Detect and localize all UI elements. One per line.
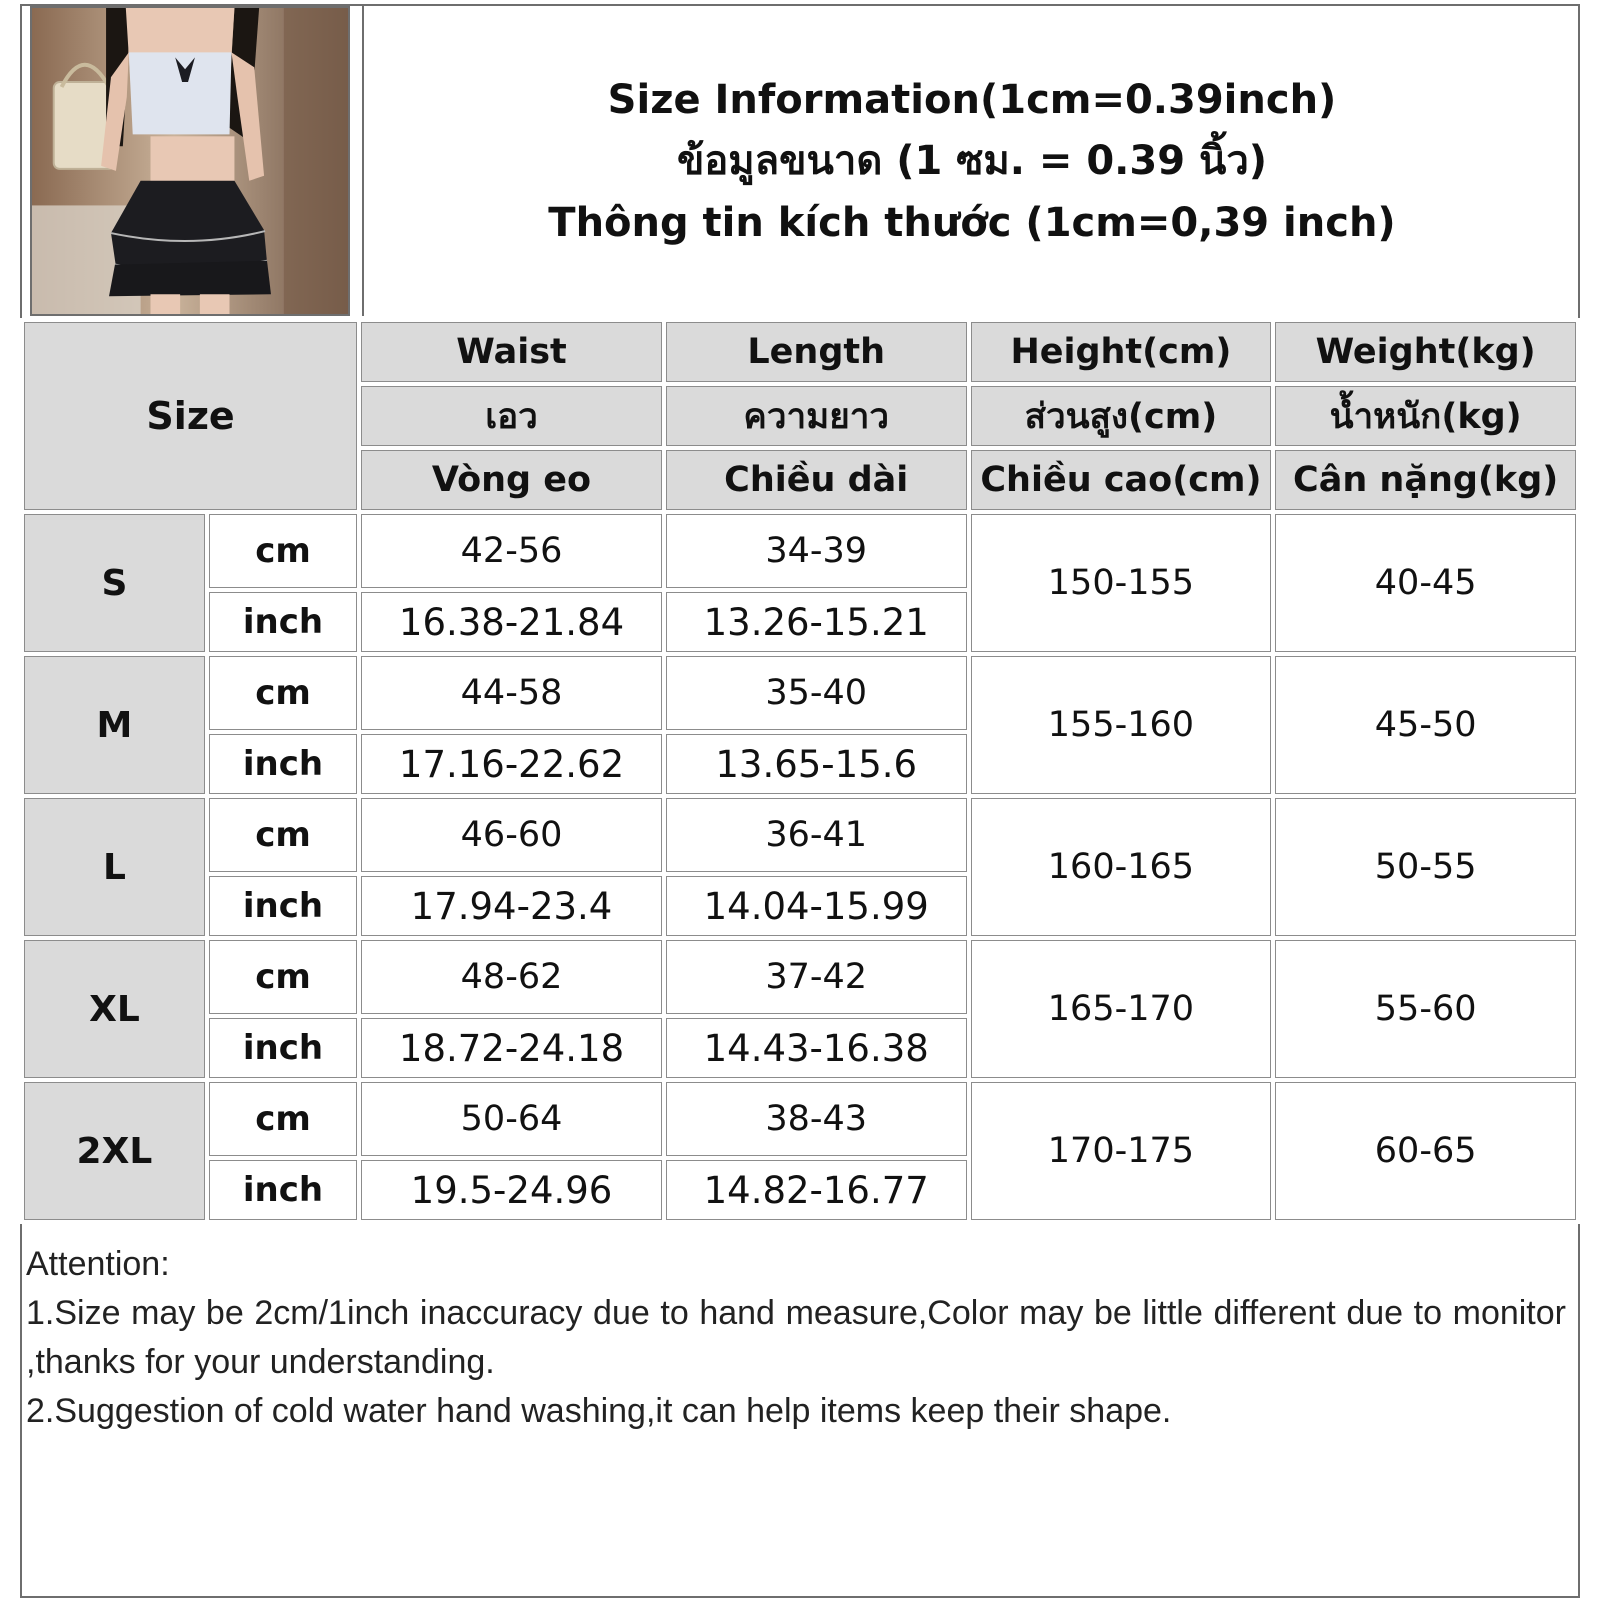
waist-inch: 19.5-24.96 bbox=[361, 1160, 662, 1220]
weight-range: 60-65 bbox=[1275, 1082, 1576, 1220]
table-row bbox=[24, 514, 1576, 588]
height-range: 165-170 bbox=[971, 940, 1272, 1078]
waist-inch: 16.38-21.84 bbox=[361, 592, 662, 652]
unit-inch: inch bbox=[209, 734, 357, 794]
col-length-vi: Chiều dài bbox=[666, 450, 967, 510]
height-range: 150-155 bbox=[971, 514, 1272, 652]
waist-cm: 46-60 bbox=[361, 798, 662, 872]
waist-inch: 17.94-23.4 bbox=[361, 876, 662, 936]
product-photo bbox=[30, 6, 350, 316]
col-weight-en: Weight(kg) bbox=[1275, 322, 1576, 382]
weight-range: 50-55 bbox=[1275, 798, 1576, 936]
title-english: Size Information(1cm=0.39inch) bbox=[607, 77, 1337, 123]
table-row bbox=[24, 1082, 1576, 1156]
length-inch: 14.04-15.99 bbox=[666, 876, 967, 936]
col-length-th: ความยาว bbox=[666, 386, 967, 446]
header-row-english bbox=[24, 322, 1576, 382]
size-table bbox=[20, 318, 1580, 1224]
size-label: 2XL bbox=[24, 1082, 205, 1220]
waist-inch: 18.72-24.18 bbox=[361, 1018, 662, 1078]
title-vietnamese: Thông tin kích thước (1cm=0,39 inch) bbox=[548, 200, 1396, 246]
size-label: S bbox=[24, 514, 205, 652]
size-label: XL bbox=[24, 940, 205, 1078]
length-cm: 37-42 bbox=[666, 940, 967, 1014]
waist-cm: 48-62 bbox=[361, 940, 662, 1014]
length-cm: 34-39 bbox=[666, 514, 967, 588]
size-label: M bbox=[24, 656, 205, 794]
col-height-th: ส่วนสูง(cm) bbox=[971, 386, 1272, 446]
height-range: 170-175 bbox=[971, 1082, 1272, 1220]
waist-cm: 42-56 bbox=[361, 514, 662, 588]
col-height-en: Height(cm) bbox=[971, 322, 1272, 382]
col-weight-th: น้ำหนัก(kg) bbox=[1275, 386, 1576, 446]
waist-cm: 44-58 bbox=[361, 656, 662, 730]
note-line-2: 2.Suggestion of cold water hand washing,it can help items keep their shape. bbox=[26, 1392, 1172, 1430]
unit-inch: inch bbox=[209, 1160, 357, 1220]
unit-cm: cm bbox=[209, 514, 357, 588]
size-header: Size bbox=[24, 322, 357, 510]
height-range: 155-160 bbox=[971, 656, 1272, 794]
col-length-en: Length bbox=[666, 322, 967, 382]
col-waist-vi: Vòng eo bbox=[361, 450, 662, 510]
size-label: L bbox=[24, 798, 205, 936]
table-row bbox=[24, 798, 1576, 872]
col-height-vi: Chiều cao(cm) bbox=[971, 450, 1272, 510]
table-row bbox=[24, 940, 1576, 1014]
unit-cm: cm bbox=[209, 798, 357, 872]
col-waist-th: เอว bbox=[361, 386, 662, 446]
table-row bbox=[24, 656, 1576, 730]
length-cm: 35-40 bbox=[666, 656, 967, 730]
length-inch: 14.43-16.38 bbox=[666, 1018, 967, 1078]
attention-notes bbox=[26, 1240, 1566, 1436]
length-cm: 36-41 bbox=[666, 798, 967, 872]
title-thai: ข้อมูลขนาด (1 ซม. = 0.39 นิ้ว) bbox=[676, 138, 1268, 184]
length-inch: 14.82-16.77 bbox=[666, 1160, 967, 1220]
weight-range: 45-50 bbox=[1275, 656, 1576, 794]
unit-inch: inch bbox=[209, 592, 357, 652]
unit-cm: cm bbox=[209, 1082, 357, 1156]
unit-cm: cm bbox=[209, 656, 357, 730]
weight-range: 55-60 bbox=[1275, 940, 1576, 1078]
title-block bbox=[362, 6, 1580, 316]
notes-heading: Attention: bbox=[26, 1245, 170, 1283]
unit-cm: cm bbox=[209, 940, 357, 1014]
product-photo-skirt-icon bbox=[32, 8, 348, 314]
col-weight-vi: Cân nặng(kg) bbox=[1275, 450, 1576, 510]
weight-range: 40-45 bbox=[1275, 514, 1576, 652]
length-cm: 38-43 bbox=[666, 1082, 967, 1156]
length-inch: 13.26-15.21 bbox=[666, 592, 967, 652]
waist-cm: 50-64 bbox=[361, 1082, 662, 1156]
height-range: 160-165 bbox=[971, 798, 1272, 936]
unit-inch: inch bbox=[209, 876, 357, 936]
note-line-1: 1.Size may be 2cm/1inch inaccuracy due to hand measure,Color may be little different due to monitor ,thanks for your understanding. bbox=[26, 1294, 1566, 1381]
col-waist-en: Waist bbox=[361, 322, 662, 382]
length-inch: 13.65-15.6 bbox=[666, 734, 967, 794]
unit-inch: inch bbox=[209, 1018, 357, 1078]
waist-inch: 17.16-22.62 bbox=[361, 734, 662, 794]
